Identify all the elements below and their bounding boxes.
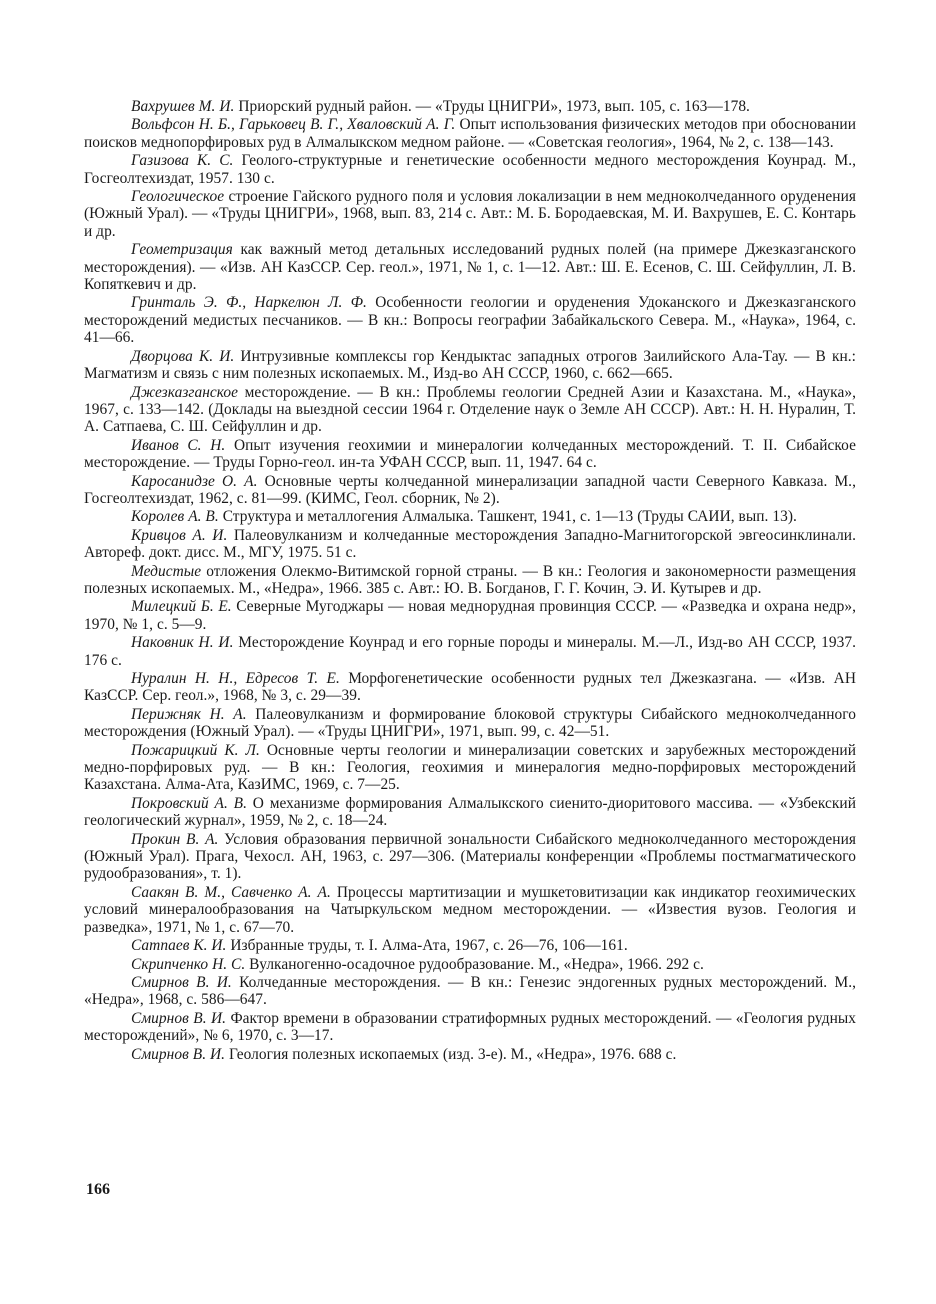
entry-author: Скрипченко Н. С. (131, 955, 246, 973)
bibliography-entry (84, 348, 856, 383)
bibliography-entry (84, 937, 856, 954)
entry-text: Месторождение Коунрад и его горные породы и минералы. М.—Л., Изд-во АН СССР, 1937. 176 с. (84, 634, 856, 669)
entry-author: Саакян В. М., Савченко А. А. (131, 883, 331, 901)
entry-text: Вулканогенно-осадочное рудообразование. М., «Недра», 1966. 292 с. (245, 955, 704, 973)
entry-author: Нуралин Н. Н., Едресов Т. Е. (131, 670, 340, 687)
entry-text: Основные черты геологии и минерализации советских и зарубежных месторождений медно-порфировых руд. — В кн.: Геология, геохимия и минералогия медно-порфировых месторождений Казахстана. Алма-Ата, КазИМС, 1969, с. 7—25. (84, 741, 857, 794)
entry-text: Морфогенетические особенности рудных тел Джезказгана. — «Изв. АН КазССР. Сер. геол.», 1968, № 3, с. 29—39. (84, 670, 856, 705)
entry-text: Геология полезных ископаемых (изд. 3-е). М., «Недра», 1976. 688 с. (225, 1045, 677, 1063)
entry-text: отложения Олекмо-Витимской горной страны. — В кн.: Геология и закономерности размещения полезных ископаемых. М., «Недра», 1966. 385 с. Авт.: Ю. В. Богданов, Г. Г. Кочин, Э. И. Кутырев и др. (84, 562, 856, 597)
entry-author: Газизова К. С. (131, 152, 234, 170)
bibliography-entry (84, 152, 856, 187)
entry-text: строение Гайского рудного поля и условия локализации в нем медноколчеданного оруденения (Южный Урал). — «Труды ЦНИГРИ», 1968, вып. 83, 214 с. Авт.: М. Б. Бородаевская, М. И. Вахрушев, Е. С. Контарь и др. (84, 188, 856, 240)
entry-author: Каросанидзе О. А. (131, 472, 258, 490)
page-number: 166 (86, 1181, 110, 1198)
entry-text: Северные Мугоджары — новая меднорудная провинция СССР. — «Разведка и охрана недр», 1970, № 1, с. 5—9. (84, 598, 856, 633)
bibliography-entry (84, 527, 856, 562)
bibliography-entry (84, 956, 856, 973)
bibliography-entry (84, 98, 856, 115)
entry-author: Джезказганское (131, 383, 239, 401)
entry-text: О механизме формирования Алмалыкского сиенито-диоритового массива. — «Узбекский геологический журнал», 1959, № 2, с. 18—24. (84, 794, 856, 830)
entry-author: Вольфсон Н. Б., Гарьковец В. Г., Хваловский А. Г. (131, 116, 456, 134)
bibliography-entry (84, 742, 856, 794)
entry-text: Интрузивные комплексы гор Кендыктас западных отрогов Заилийского Ала-Тау. — В кн.: Магматизм и связь с ним полезных ископаемых. М., Изд-во АН СССР, 1960, с. 662—665. (84, 347, 856, 383)
entry-author: Кривцов А. И. (131, 526, 228, 544)
bibliography-list (84, 98, 856, 1064)
bibliography-entry (84, 670, 856, 705)
entry-author: Дворцова К. И. (131, 347, 235, 365)
bibliography-entry (84, 974, 856, 1009)
bibliography-entry (84, 563, 856, 598)
entry-text: Основные черты колчеданной минерализации западной части Северного Кавказа. М., Госгеолтехиздат, 1962, с. 81—99. (КИМС, Геол. сборник, № 2). (84, 472, 856, 507)
entry-text: Условия образования первичной зональности Сибайского медноколчеданного месторождения (Южный Урал). Прага, Чехосл. АН, 1963, с. 297—306. (Материалы конференции «Проблемы постмагматического рудообразования», т. 1). (84, 830, 856, 883)
bibliography-entry (84, 241, 856, 293)
bibliography-entry (84, 437, 856, 472)
entry-author: Гринталь Э. Ф., Наркелюн Л. Ф. (131, 294, 367, 312)
entry-text: Опыт использования физических методов при обосновании поисков меднопорфировых руд в Алмалыкском медном районе. — «Советская геология», 1964, № 2, с. 138—143. (84, 116, 857, 151)
entry-text: как важный метод детальных исследований рудных полей (на примере Джезказганского месторождения). — «Изв. АН КазССР. Сер. геол.», 1971, № 1, с. 1—12. Авт.: Ш. Е. Есенов, С. Ш. Сейфуллин, Л. В. Копяткевич и др. (84, 241, 856, 294)
entry-text: Приорский рудный район. — «Труды ЦНИГРИ», 1973, вып. 105, с. 163—178. (234, 98, 750, 115)
bibliography-entry (84, 508, 856, 525)
entry-author: Смирнов В. И. (131, 1045, 226, 1063)
entry-author: Королев А. В. (131, 508, 219, 526)
entry-text: Колчеданные месторождения. — В кн.: Генезис эндогенных рудных месторождений. М., «Недра», 1968, с. 586—647. (84, 973, 856, 1009)
bibliography-entry (84, 384, 856, 436)
entry-text: месторождение. — В кн.: Проблемы геологии Средней Азии и Казахстана. М., «Наука», 1967, с. 133—142. (Доклады на выездной сессии 1964 г. Отделение наук о Земле АН СССР). Авт.: Н. Н. Нуралин, Т. А. Сатпаева, С. Ш. Сейфуллин и др. (84, 383, 856, 436)
bibliography-entry (84, 294, 856, 346)
entry-author: Медистые (131, 562, 202, 580)
bibliography-entry (84, 1010, 856, 1045)
bibliography-entry (84, 473, 856, 508)
bibliography-entry (84, 795, 856, 830)
entry-author: Милецкий Б. Е. (131, 598, 232, 616)
entry-author: Смирнов В. И. (131, 973, 232, 991)
entry-text: Геолого-структурные и генетические особенности медного месторождения Коунрад. М., Госгеолтехиздат, 1957. 130 с. (84, 152, 856, 187)
bibliography-entry (84, 706, 856, 741)
entry-text: Опыт изучения геохимии и минералогии колчеданных месторождений. Т. II. Сибайское месторождение. — Труды Горно-геол. ин-та УФАН СССР, вып. 11, 1947. 64 с. (84, 436, 856, 472)
bibliography-entry (84, 188, 856, 240)
entry-text: Палеовулканизм и колчеданные месторождения Западно-Магнитогорской эвгеосинклинали. Автореф. докт. дисс. М., МГУ, 1975. 51 с. (84, 526, 856, 562)
entry-author: Наковник Н. И. (131, 634, 234, 652)
entry-author: Смирнов В. И. (131, 1009, 227, 1027)
bibliography-entry (84, 1046, 856, 1063)
entry-author: Геологическое (131, 188, 225, 206)
entry-author: Пожарицкий К. Л. (131, 741, 260, 759)
entry-text: Особенности геологии и оруденения Удоканского и Джезказганского месторождений медистых песчаников. — В кн.: Вопросы географии Забайкальского Севера. М., «Наука», 1964, с. 41—66. (84, 294, 857, 347)
bibliography-entry (84, 884, 856, 936)
bibliography-entry (84, 831, 856, 883)
entry-text: Палеовулканизм и формирование блоковой структуры Сибайского медноколчеданного месторождения (Южный Урал). — «Труды ЦНИГРИ», 1971, вып. 99, с. 42—51. (84, 705, 856, 741)
entry-text: Избранные труды, т. I. Алма-Ата, 1967, с. 26—76, 106—161. (226, 937, 628, 955)
entry-text: Структура и металлогения Алмалыка. Ташкент, 1941, с. 1—13 (Труды САИИ, вып. 13). (218, 508, 797, 526)
bibliography-entry (84, 598, 856, 633)
entry-text: Процессы мартитизации и мушкетовитизации как индикатор геохимических условий минералообразования на Чатыркульском медном месторождении. — «Известия вузов. Геология и разведка», 1971, № 1, с. 67—70. (84, 883, 856, 936)
bibliography-entry (84, 634, 856, 669)
entry-author: Иванов С. Н. (131, 436, 226, 454)
entry-author: Перижняк Н. А. (131, 705, 247, 723)
entry-text: Фактор времени в образовании стратиформных рудных месторождений. — «Геология рудных месторождений», № 6, 1970, с. 3—17. (84, 1009, 857, 1045)
bibliography-entry (84, 116, 856, 151)
entry-author: Покровский А. В. (131, 794, 248, 812)
entry-author: Прокин В. А. (131, 830, 219, 848)
entry-author: Геометризация (131, 241, 233, 259)
entry-author: Сатпаев К. И. (131, 937, 227, 955)
entry-author: Вахрушев М. И. (131, 98, 235, 115)
